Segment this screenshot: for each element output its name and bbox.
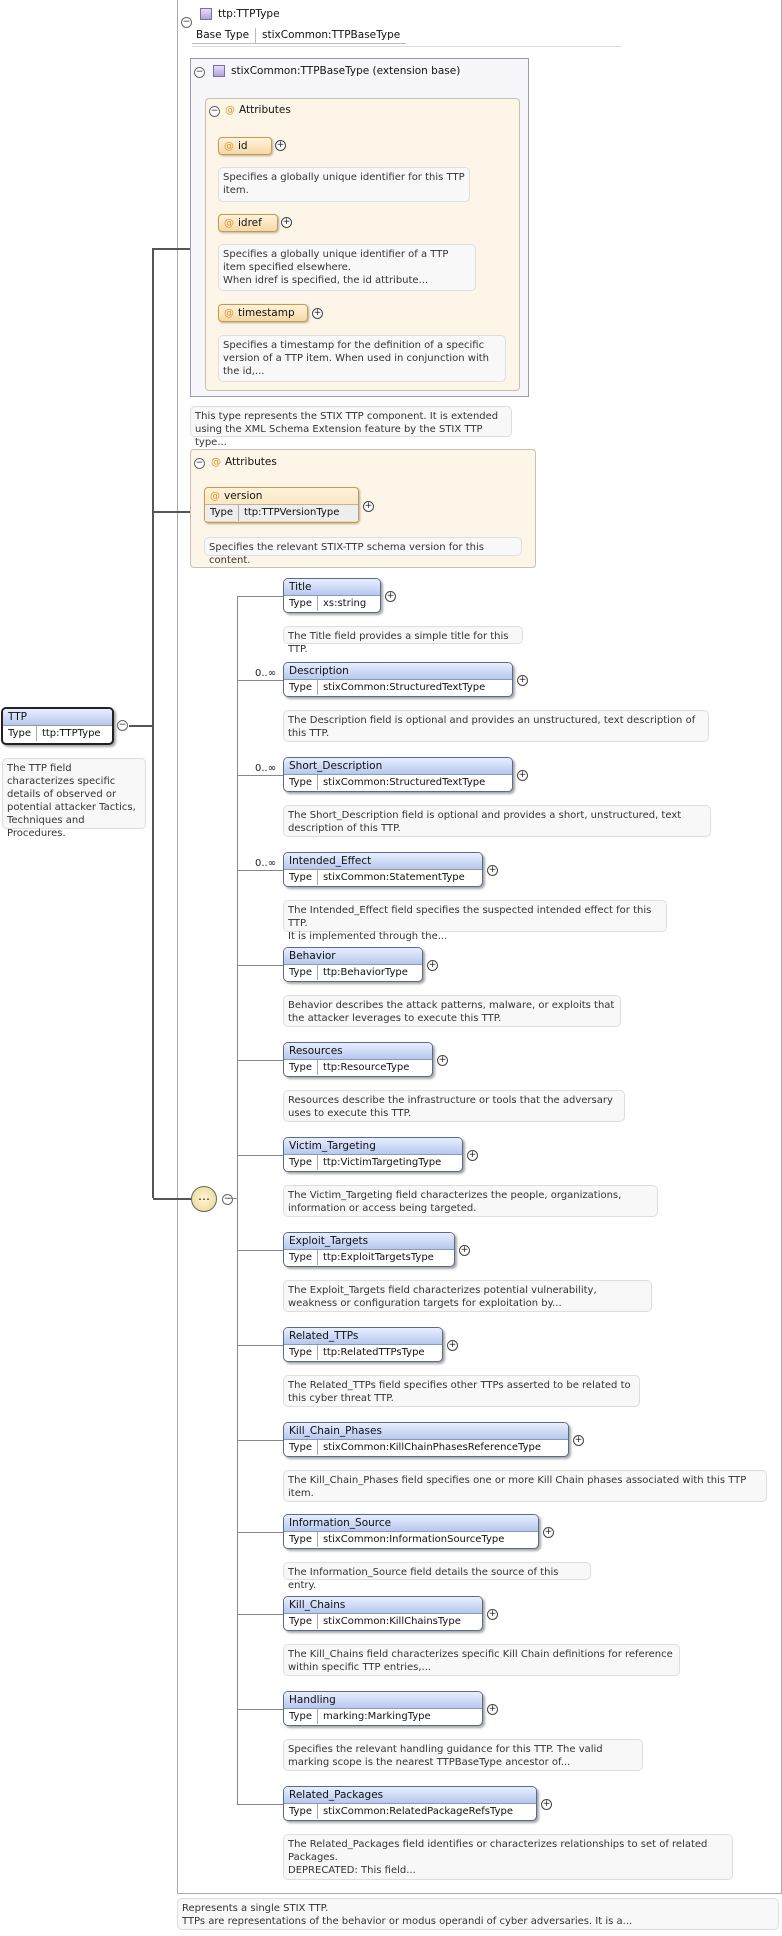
element-exploit-targets-doc: The Exploit_Targets field characterizes potential vulnerability, weakness or configuration targets for exploitation by... <box>283 1280 652 1312</box>
element-name: Victim_Targeting <box>284 1138 462 1155</box>
element-name: Title <box>284 579 380 596</box>
attribute-type-label: Type <box>205 505 239 521</box>
element-name: Kill_Chains <box>284 1597 482 1614</box>
element-kill-chain-phases-doc: The Kill_Chain_Phases field specifies one or more Kill Chain phases associated with this TTP item. <box>283 1470 767 1502</box>
attribute-timestamp-doc: Specifies a timestamp for the definition of a specific version of a TTP item. When used in conjunction with the id,... <box>218 335 506 382</box>
attribute-version[interactable] <box>204 487 359 523</box>
element-kill-chain-phases[interactable] <box>283 1422 569 1457</box>
element-resources-doc: Resources describe the infrastructure or tools that the adversary uses to execute this TTP. <box>283 1090 625 1122</box>
root-connector <box>129 725 153 727</box>
element-type-label: Type <box>284 775 318 790</box>
element-behavior[interactable] <box>283 947 423 982</box>
element-type-value: marking:MarkingType <box>322 1711 431 1722</box>
expand-icon[interactable]: + <box>386 591 395 601</box>
root-element-ttp[interactable] <box>1 707 114 745</box>
element-kill-chains[interactable] <box>283 1596 483 1631</box>
expand-icon[interactable]: + <box>448 1340 457 1350</box>
element-related-packages[interactable] <box>283 1786 537 1821</box>
element-name: Intended_Effect <box>284 853 482 870</box>
footer-doc: Represents a single STIX TTP. TTPs are representations of the behavior or modus operandi of cyber adversaries. It is a... <box>177 1898 779 1930</box>
element-connector <box>237 965 283 966</box>
complex-type-icon <box>200 8 212 20</box>
element-connector <box>237 680 283 681</box>
element-description-doc: The Description field is optional and provides an unstructured, text description of this TTP. <box>283 710 709 742</box>
element-connector <box>237 1250 283 1251</box>
element-connector <box>237 1614 283 1615</box>
attribute-at-icon: @ <box>225 105 235 116</box>
element-type-label: Type <box>284 1709 318 1724</box>
element-victim-targeting[interactable] <box>283 1137 463 1172</box>
element-type-label: Type <box>284 1345 318 1360</box>
expand-icon[interactable]: + <box>544 1527 553 1537</box>
element-name: Kill_Chain_Phases <box>284 1423 568 1440</box>
base-type-label: Base Type <box>192 28 256 43</box>
element-type-value: stixCommon:StructuredTextType <box>322 682 486 693</box>
element-name: Exploit_Targets <box>284 1233 454 1250</box>
element-type-label: Type <box>284 1060 318 1075</box>
element-handling[interactable] <box>283 1691 483 1726</box>
expand-icon[interactable]: + <box>574 1435 583 1445</box>
root-branch-line <box>152 248 154 1198</box>
sequence-connector <box>228 1198 237 1199</box>
attribute-name: idref <box>238 217 262 229</box>
branch-to-extension <box>153 248 190 250</box>
element-type-value: ttp:ResourceType <box>322 1062 410 1073</box>
element-type-value: stixCommon:KillChainPhasesReferenceType <box>322 1442 542 1453</box>
own-attributes-toggle[interactable]: − <box>195 458 204 468</box>
sequence-branch-line <box>237 596 238 1804</box>
attribute-id-doc: Specifies a globally unique identifier for this TTP item. <box>218 167 470 202</box>
element-name: Resources <box>284 1043 432 1060</box>
element-type-label: Type <box>284 1155 318 1170</box>
expand-icon[interactable]: + <box>518 770 527 780</box>
element-type-value: ttp:VictimTargetingType <box>322 1157 442 1168</box>
occurrence-label: 0..∞ <box>255 668 277 679</box>
element-handling-doc: Specifies the relevant handling guidance for this TTP. The valid marking scope is the nearest TTPBaseType ancestor of... <box>283 1739 643 1771</box>
attribute-name: version <box>224 490 263 502</box>
element-type-label: Type <box>284 870 318 885</box>
element-connector <box>237 1345 283 1346</box>
sequence-compositor-icon[interactable]: ⋯ <box>191 1186 217 1212</box>
element-exploit-targets[interactable] <box>283 1232 455 1267</box>
element-type-value: ttp:ExploitTargetsType <box>322 1252 434 1263</box>
header-divider <box>192 46 622 47</box>
attribute-timestamp[interactable] <box>218 304 308 322</box>
extension-attributes-label: @ Attributes <box>225 104 291 116</box>
branch-to-sequence <box>153 1198 191 1200</box>
element-type-label: Type <box>284 596 318 611</box>
expand-icon[interactable]: + <box>518 675 527 685</box>
expand-icon[interactable]: + <box>468 1150 477 1160</box>
element-behavior-doc: Behavior describes the attack patterns, malware, or exploits that the attacker leverages to execute this TTP. <box>283 995 621 1027</box>
element-type-label: Type <box>284 965 318 980</box>
expand-icon[interactable]: + <box>488 865 497 875</box>
base-type-value: stixCommon:TTPBaseType <box>262 29 401 41</box>
element-type-label: Type <box>284 1804 318 1819</box>
element-related-ttps-doc: The Related_TTPs field specifies other TTPs asserted to be related to this cyber threat TTP. <box>283 1375 640 1407</box>
element-information-source[interactable] <box>283 1514 539 1549</box>
attribute-idref-doc: Specifies a globally unique identifier of a TTP item specified elsewhere. When idref is specified, the id attribute... <box>218 244 476 291</box>
element-description[interactable] <box>283 662 513 697</box>
element-kill-chains-doc: The Kill_Chains field characterizes specific Kill Chain definitions for reference within specific TTP entries,... <box>283 1644 680 1676</box>
expand-icon[interactable]: + <box>438 1055 447 1065</box>
expand-icon[interactable]: + <box>428 960 437 970</box>
element-connector <box>237 1532 283 1533</box>
expand-icon[interactable]: + <box>282 217 291 227</box>
element-connector <box>237 1440 283 1441</box>
element-name: Short_Description <box>284 758 512 775</box>
attribute-at-icon: @ <box>224 308 234 319</box>
attribute-name: id <box>238 140 248 152</box>
element-name: TTP <box>3 709 112 726</box>
element-type-label: Type <box>284 1440 318 1455</box>
element-connector <box>237 775 283 776</box>
element-type-label: Type <box>284 1614 318 1629</box>
extension-collapse-toggle[interactable]: − <box>195 67 204 77</box>
element-resources[interactable] <box>283 1042 433 1077</box>
element-related-packages-doc: The Related_Packages field identifies or characterizes relationships to set of related Packages. DEPRECATED: This field... <box>283 1834 733 1880</box>
expand-icon[interactable]: + <box>460 1245 469 1255</box>
expand-icon[interactable]: + <box>542 1799 551 1809</box>
element-connector <box>237 1060 283 1061</box>
element-name: Related_Packages <box>284 1787 536 1804</box>
occurrence-label: 0..∞ <box>255 763 277 774</box>
element-connector <box>237 1155 283 1156</box>
element-title[interactable] <box>283 578 381 613</box>
element-name: Handling <box>284 1692 482 1709</box>
element-short-description[interactable] <box>283 757 513 792</box>
element-related-ttps[interactable] <box>283 1327 443 1362</box>
element-information-source-doc: The Information_Source field details the source of this entry. <box>283 1562 591 1580</box>
attribute-at-icon: @ <box>224 141 234 152</box>
element-title-doc: The Title field provides a simple title for this TTP. <box>283 626 523 644</box>
element-type-value: stixCommon:StatementType <box>322 872 465 883</box>
element-type-label: Type <box>284 1250 318 1265</box>
element-type-value: stixCommon:KillChainsType <box>322 1616 461 1627</box>
expand-icon[interactable]: + <box>313 308 322 318</box>
element-name: Description <box>284 663 512 680</box>
type-header-title: ttp:TTPType <box>200 8 280 20</box>
element-victim-targeting-doc: The Victim_Targeting field characterizes the people, organizations, information or access being targeted. <box>283 1185 658 1217</box>
element-type-value: stixCommon:RelatedPackageRefsType <box>322 1806 513 1817</box>
own-attributes-label: @ Attributes <box>211 456 277 468</box>
element-type-label: Type <box>284 680 318 695</box>
attribute-name: timestamp <box>238 307 295 319</box>
attribute-at-icon: @ <box>211 457 221 468</box>
extension-attributes-toggle[interactable]: − <box>210 106 219 116</box>
expand-icon[interactable]: + <box>276 140 285 150</box>
type-doc: This type represents the STIX TTP component. It is extended using the XML Schema Extension feature by the STIX TTP type... <box>190 406 512 437</box>
attribute-version-doc: Specifies the relevant STIX-TTP schema version for this content. <box>204 537 522 556</box>
element-name: Related_TTPs <box>284 1328 442 1345</box>
element-type-value: stixCommon:InformationSourceType <box>322 1534 505 1545</box>
element-type-label: Type <box>3 726 37 741</box>
element-connector <box>237 1804 283 1805</box>
complex-type-icon <box>213 65 225 77</box>
attribute-type-value: ttp:TTPVersionType <box>243 507 340 518</box>
expand-icon[interactable]: + <box>488 1704 497 1714</box>
element-name: Information_Source <box>284 1515 538 1532</box>
element-intended-effect[interactable] <box>283 852 483 887</box>
element-connector <box>237 1709 283 1710</box>
attribute-at-icon: @ <box>210 491 220 502</box>
element-type-value: ttp:BehaviorType <box>322 967 408 978</box>
element-type-label: Type <box>284 1532 318 1547</box>
type-collapse-toggle[interactable]: − <box>182 17 191 27</box>
extension-title: stixCommon:TTPBaseType (extension base) <box>213 65 460 77</box>
expand-icon[interactable]: + <box>488 1609 497 1619</box>
element-connector <box>237 596 283 597</box>
root-collapse-toggle[interactable]: − <box>118 720 127 730</box>
element-type-value: stixCommon:StructuredTextType <box>322 777 486 788</box>
base-type-row <box>192 28 406 44</box>
attribute-idref[interactable] <box>218 214 278 232</box>
expand-icon[interactable]: + <box>364 501 373 511</box>
element-connector <box>237 870 283 871</box>
element-type-value: ttp:RelatedTTPsType <box>322 1347 425 1358</box>
element-type-value: ttp:TTPType <box>41 728 101 739</box>
root-doc: The TTP field characterizes specific details of observed or potential attacker Tactics, Techniques and Procedures. <box>2 758 146 829</box>
element-short-description-doc: The Short_Description field is optional and provides a short, unstructured, text description of this TTP. <box>283 805 711 837</box>
element-intended-effect-doc: The Intended_Effect field specifies the suspected intended effect for this TTP. It is implemented through the... <box>283 900 667 932</box>
occurrence-label: 0..∞ <box>255 858 277 869</box>
attribute-at-icon: @ <box>224 218 234 229</box>
sequence-collapse-toggle[interactable]: − <box>223 1194 232 1204</box>
element-type-value: xs:string <box>322 598 367 609</box>
element-name: Behavior <box>284 948 422 965</box>
branch-to-attributes <box>153 511 190 513</box>
attribute-id[interactable] <box>218 137 272 155</box>
